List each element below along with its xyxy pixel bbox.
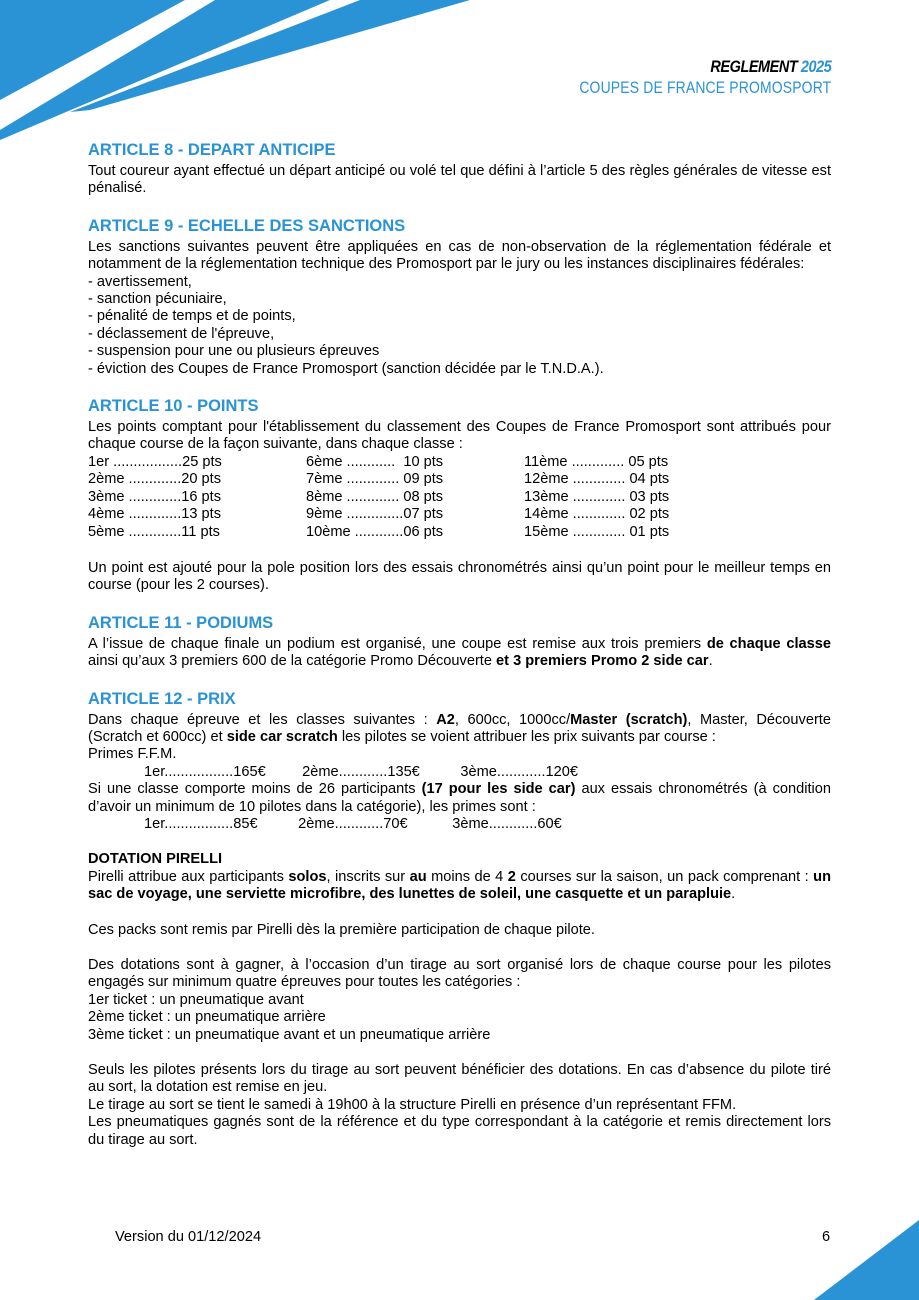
ticket-item: 1er ticket : un pneumatique avant bbox=[88, 991, 304, 1008]
article-8-text: Tout coureur ayant effectué un départ anticipé ou volé tel que défini à l’article 5 des règles générales de vitesse est pénalisé. bbox=[88, 163, 831, 197]
sanctions-list bbox=[88, 274, 831, 378]
article-10-heading: ARTICLE 10 - POINTS bbox=[88, 397, 259, 416]
points-row: 10ème ............06 pts bbox=[306, 523, 444, 540]
points-row: 15ème ............. 01 pts bbox=[524, 523, 670, 540]
points-row: 5ème .............11 pts bbox=[88, 523, 220, 540]
list-item: - avertissement, bbox=[88, 273, 192, 290]
points-row: 6ème ............ 10 pts bbox=[306, 453, 444, 470]
article-9-text: Les sanctions suivantes peuvent être appliquées en cas de non-observation de la réglementation fédérale et notamment de la réglementation technique des Promosport par le jury ou les instances disciplinaires fédérales: bbox=[88, 238, 831, 273]
article-11-heading: ARTICLE 11 - PODIUMS bbox=[88, 613, 274, 632]
header-subtitle: COUPES DE FRANCE PROMOSPORT bbox=[578, 78, 831, 97]
article-12-heading: ARTICLE 12 - PRIX bbox=[88, 689, 236, 708]
dotation-final-2: Le tirage au sort se tient le samedi à 19h00 à la structure Pirelli en présence d’un représentant FFM. bbox=[88, 1096, 737, 1113]
dotation-packs: Ces packs sont remis par Pirelli dès la première participation de chaque pilote. bbox=[88, 921, 595, 938]
dotation-tirage: Des dotations sont à gagner, à l’occasion d’un tirage au sort organisé lors de chaque course pour les pilotes engagés sur minimum quatre épreuves pour toutes les catégories : bbox=[88, 956, 831, 991]
points-column-1 bbox=[88, 454, 222, 541]
points-row: 8ème ............. 08 pts bbox=[306, 488, 444, 505]
document-header bbox=[524, 57, 831, 99]
header-title: REGLEMENT 2025 bbox=[710, 57, 831, 76]
points-row: 14ème ............. 02 pts bbox=[524, 506, 670, 523]
article-12-condition: Si une classe comporte moins de 26 participants (17 pour les side car) aux essais chronométrés (à condition d’avoir un minimum de 10 pilotes dans la catégorie), les primes sont : bbox=[88, 781, 831, 815]
header-stripes-decoration bbox=[0, 0, 480, 145]
primes-label: Primes F.F.M. bbox=[88, 746, 177, 763]
ticket-item: 3ème ticket : un pneumatique avant et un pneumatique arrière bbox=[88, 1026, 491, 1043]
points-row: 1er .................25 pts bbox=[88, 453, 222, 470]
points-row: 7ème ............. 09 pts bbox=[306, 471, 444, 488]
ticket-item: 2ème ticket : un pneumatique arrière bbox=[88, 1009, 326, 1026]
document-body bbox=[88, 140, 831, 1149]
article-11-text: A l’issue de chaque finale un podium est organisé, une coupe est remise aux trois premiers de chaque classe ainsi qu’aux 3 premiers 600 de la catégorie Promo Découverte et 3 premiers Promo 2 side car. bbox=[88, 635, 832, 670]
footer-version: Version du 01/12/2024 bbox=[115, 1229, 262, 1245]
page-number: 6 bbox=[822, 1229, 831, 1245]
article-10-intro: Les points comptant pour l'établissement du classement des Coupes de France Promosport sont attribués pour chaque course de la façon suivante, dans chaque classe : bbox=[88, 419, 831, 453]
points-row: 11ème ............. 05 pts bbox=[524, 453, 669, 470]
points-row: 9ème ..............07 pts bbox=[306, 506, 444, 523]
points-column-2 bbox=[306, 454, 443, 541]
points-table bbox=[88, 454, 831, 542]
prize-row-reduced: 1er.................85€ 2ème............70€ 3ème............60€ bbox=[144, 815, 562, 832]
prize-row-standard: 1er.................165€ 2ème............135€ 3ème............120€ bbox=[144, 763, 578, 780]
list-item: - pénalité de temps et de points, bbox=[88, 308, 296, 325]
points-row: 12ème ............. 04 pts bbox=[524, 471, 670, 488]
dotation-heading: DOTATION PIRELLI bbox=[88, 851, 223, 868]
dotation-final-3: Les pneumatiques gagnés sont de la référence et du type correspondant à la catégorie et remis directement lors du tirage au sort. bbox=[88, 1114, 831, 1148]
points-row: 4ème .............13 pts bbox=[88, 506, 222, 523]
list-item: - éviction des Coupes de France Promosport (sanction décidée par le T.N.D.A.). bbox=[88, 360, 604, 377]
list-item: - suspension pour une ou plusieurs épreuves bbox=[88, 343, 380, 360]
dotation-final-1: Seuls les pilotes présents lors du tirage au sort peuvent bénéficier des dotations. En cas d’absence du pilote tiré au sort, la dotation est remise en jeu. bbox=[88, 1062, 831, 1096]
article-8-heading: ARTICLE 8 - DEPART ANTICIPE bbox=[88, 141, 336, 159]
points-row: 13ème ............. 03 pts bbox=[524, 488, 670, 505]
list-item: - déclassement de l'épreuve, bbox=[88, 325, 275, 342]
list-item: - sanction pécuniaire, bbox=[88, 291, 227, 308]
article-10-note: Un point est ajouté pour la pole position lors des essais chronométrés ainsi qu’un point pour le meilleur temps en course (pour les 2 courses). bbox=[88, 559, 831, 594]
article-9-heading: ARTICLE 9 - ECHELLE DES SANCTIONS bbox=[88, 216, 406, 235]
points-column-3 bbox=[524, 454, 669, 541]
article-12-text: Dans chaque épreuve et les classes suivantes : A2, 600cc, 1000cc/Master (scratch), Master, Découverte (Scratch et 600cc) et side car scratch les pilotes se voient attribuer les prix suivants par course : bbox=[88, 711, 831, 745]
points-row: 2ème .............20 pts bbox=[88, 471, 222, 488]
dotation-text: Pirelli attribue aux participants solos, inscrits sur au moins de 4 2 courses sur la saison, un pack comprenant : un sac de voyage, une serviette microfibre, des lunettes de soleil, une casquette et un parapluie. bbox=[88, 868, 831, 903]
points-row: 3ème .............16 pts bbox=[88, 488, 222, 505]
